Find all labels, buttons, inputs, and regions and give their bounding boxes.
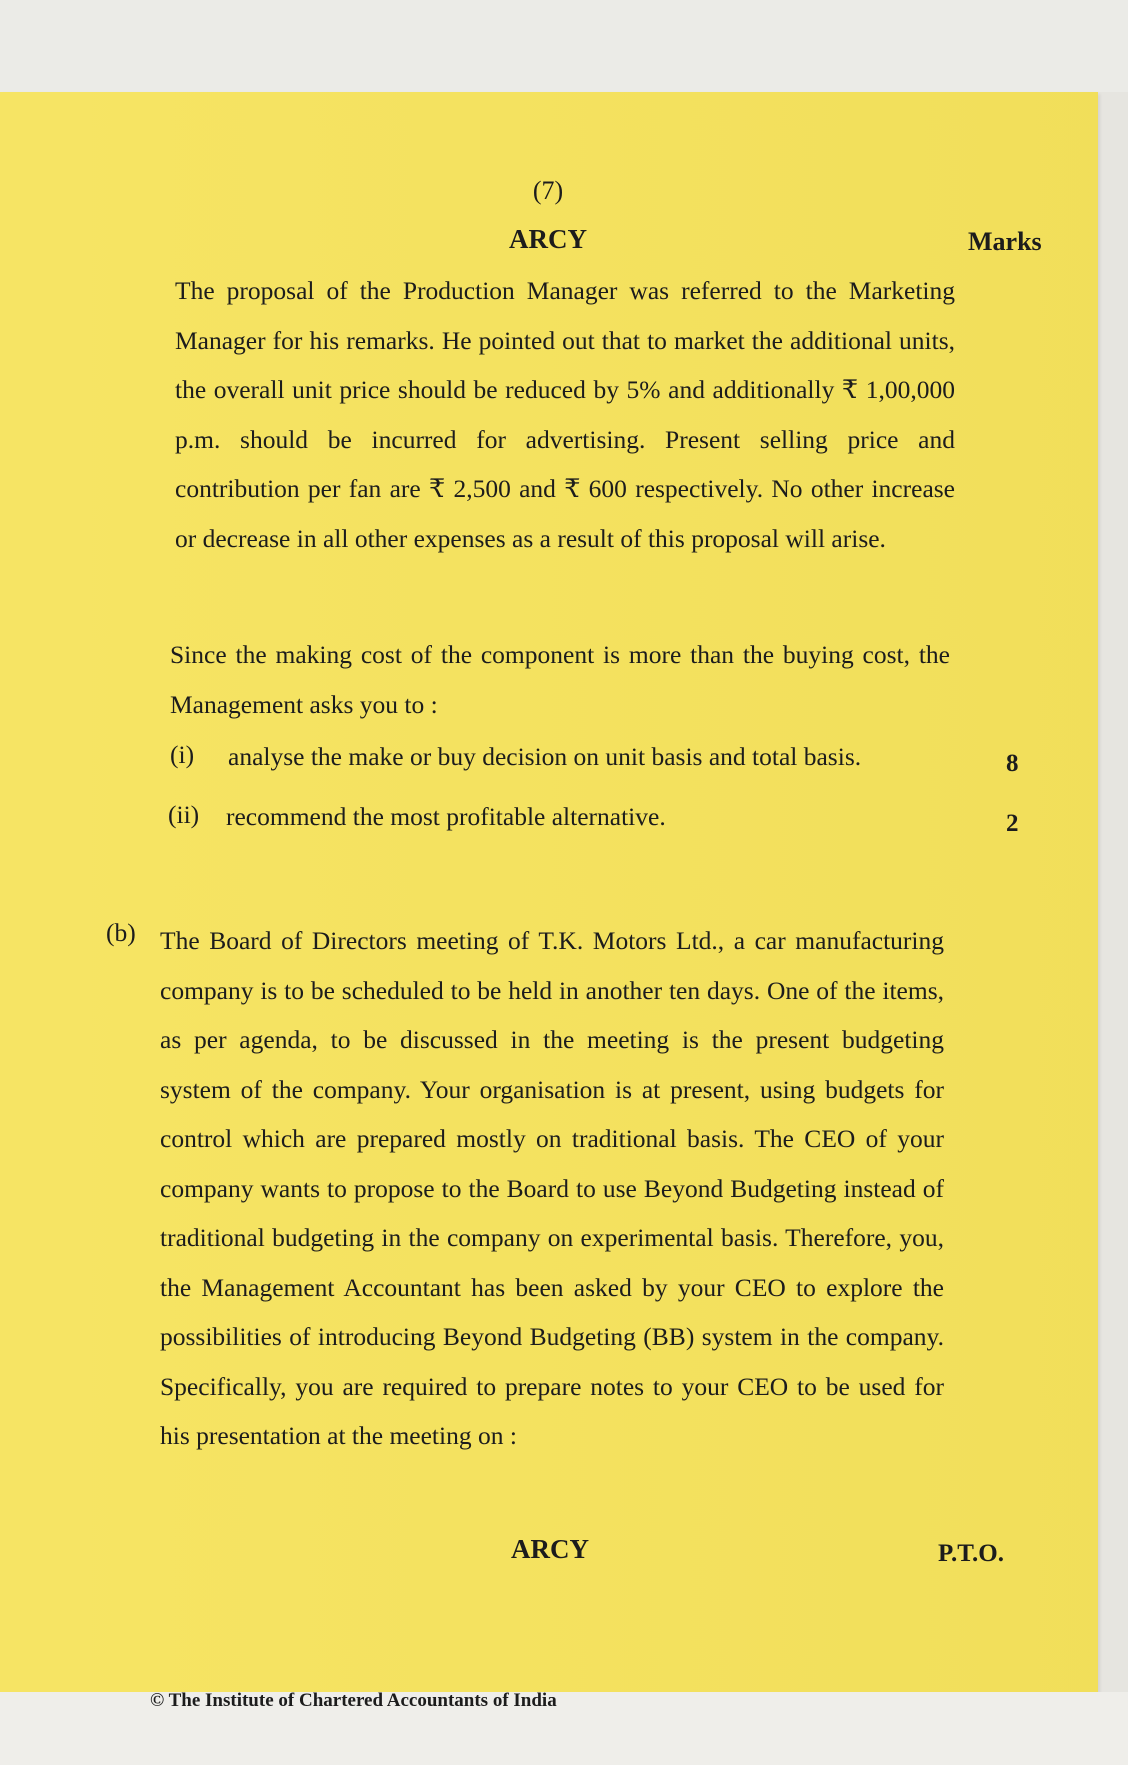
production-manager-proposal-paragraph: The proposal of the Production Manager was referred to the Marketing Manager for his remarks. He pointed out that to market the additional units, the overall unit price should be reduced by 5% and additionally ₹ 1,00,000 p.m. should be incurred for advertising. Present selling price and contribution per fan are ₹ 2,500 and ₹ 600 respectively. No other increase or decrease in all other expenses as a result of this proposal will arise. xyxy=(175,276,955,553)
item-ii-marks: 2 xyxy=(1006,810,1019,837)
item-ii-label: (ii) xyxy=(168,800,200,829)
footer-paper-code: ARCY xyxy=(511,1534,589,1564)
item-i-text: analyse the make or buy decision on unit basis and total basis. xyxy=(228,742,862,771)
item-i-marks: 8 xyxy=(1006,750,1019,777)
please-turn-over: P.T.O. xyxy=(938,1540,1004,1567)
copyright-notice: © The Institute of Chartered Accountants of India xyxy=(150,1690,557,1711)
marks-column-heading: Marks xyxy=(968,227,1042,256)
part-b-label: (b) xyxy=(106,918,136,947)
page-number: (7) xyxy=(532,176,564,205)
item-ii-text: recommend the most profitable alternative. xyxy=(226,802,666,831)
part-b-question-text: The Board of Directors meeting of T.K. Motors Ltd., a car manufacturing company is to be scheduled to be held in another ten days. One of the items, as per agenda, to be discussed in the meeting is the present budgeting system of the company. Your organisation is at present, using budgets for control which are prepared mostly on traditional basis. The CEO of your company wants to propose to the Board to use Beyond Budgeting instead of traditional budgeting in the company on experimental basis. Therefore, you, the Management Accountant has been asked by your CEO to explore the possibilities of introducing Beyond Budgeting (BB) system in the company. Specifically, you are required to prepare notes to your CEO to be used for his presentation at the meeting on : xyxy=(160,926,944,1450)
item-i-label: (i) xyxy=(170,740,195,769)
management-request-paragraph: Since the making cost of the component is more than the buying cost, the Management asks you to : xyxy=(170,640,950,719)
scan-top-margin xyxy=(0,0,1128,92)
header-paper-code: ARCY xyxy=(509,224,587,254)
